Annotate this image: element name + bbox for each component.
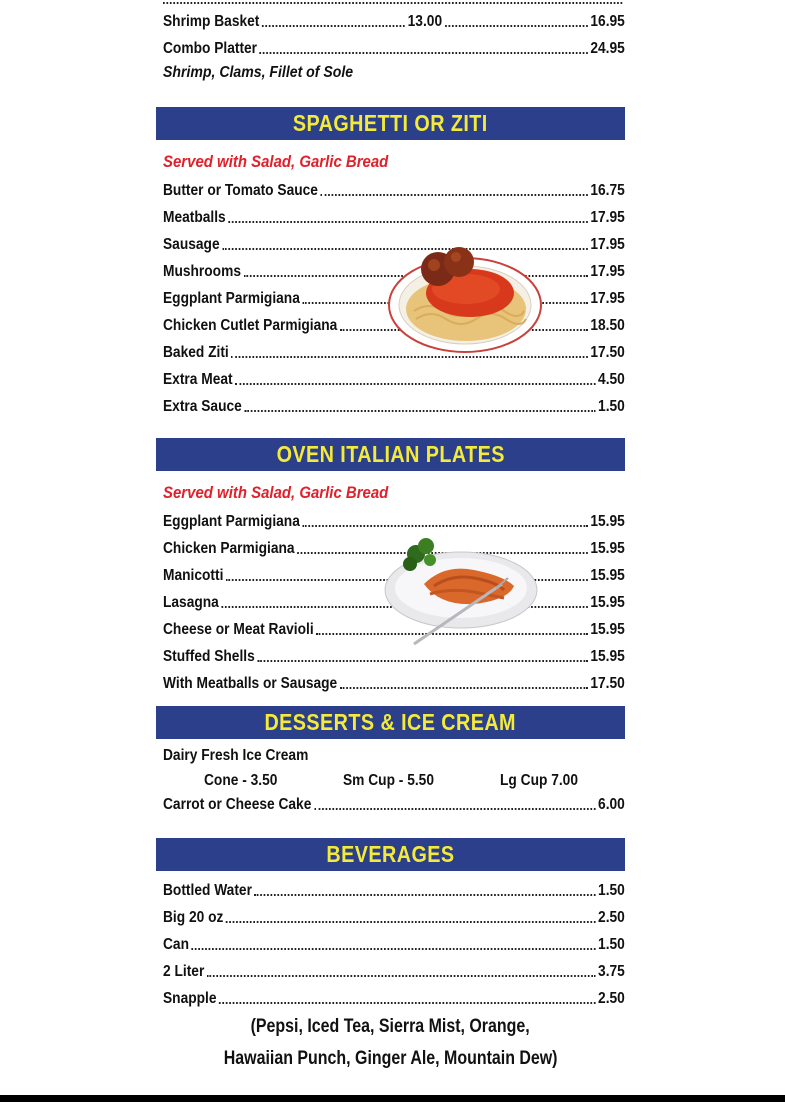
menu-item: Extra Sauce 1.50 [163,398,625,415]
menu-item: Snapple 2.50 [163,990,625,1007]
menu-item: Manicotti 15.95 [163,567,625,584]
menu-item: With Meatballs or Sausage 17.50 [163,675,625,692]
menu-item: Carrot or Cheese Cake 6.00 [163,796,625,813]
oven-note: Served with Salad, Garlic Bread [163,483,389,502]
menu-item: Shrimp Basket 13.00 16.95 [163,13,625,30]
beverages-note-line-2: Hawaiian Punch, Ginger Ale, Mountain Dew) [223,1048,558,1069]
beverages-note-line-1: (Pepsi, Iced Tea, Sierra Mist, Orange, [250,1016,531,1037]
section-banner-desserts: DESSERTS & ICE CREAM [156,706,625,739]
menu-item: Lasagna 15.95 [163,594,625,611]
menu-item: Butter or Tomato Sauce 16.75 [163,182,625,199]
spaghetti-plate-image [386,245,544,355]
ice-cream-sm-cup: Sm Cup - 5.50 [343,772,434,789]
ice-cream-lg-cup: Lg Cup 7.00 [500,772,578,789]
menu-item: 2 Liter 3.75 [163,963,625,980]
ice-cream-cone: Cone - 3.50 [204,772,278,789]
menu-item: Baked Ziti 17.50 [163,344,625,361]
section-banner-beverages: BEVERAGES [156,838,625,871]
menu-item: Can 1.50 [163,936,625,953]
menu-item: Cheese or Meat Ravioli 15.95 [163,621,625,638]
menu-item: Mushrooms 17.95 [163,263,625,280]
seafood-note: Shrimp, Clams, Fillet of Sole [163,64,354,81]
menu-item: Meatballs 17.95 [163,209,625,226]
menu-item: Extra Meat 4.50 [163,371,625,388]
menu-item: Stuffed Shells 15.95 [163,648,625,665]
menu-item: Bottled Water 1.50 [163,882,625,899]
chicken-parmigiana-image [384,532,542,650]
spaghetti-note: Served with Salad, Garlic Bread [163,152,389,171]
menu-item: Combo Platter 24.95 [163,40,625,57]
section-banner-spaghetti: SPAGHETTI OR ZITI [156,107,625,140]
menu-item: Chicken Cutlet Parmigiana 18.50 [163,317,625,334]
menu-item: Big 20 oz 2.50 [163,909,625,926]
section-banner-oven: OVEN ITALIAN PLATES [156,438,625,471]
menu-item: Eggplant Parmigiana 17.95 [163,290,625,307]
menu-item: Sausage 17.95 [163,236,625,253]
bottom-border [0,1095,785,1102]
menu-item: Eggplant Parmigiana 15.95 [163,513,625,530]
menu-item: Chicken Parmigiana 15.95 [163,540,625,557]
ice-cream-heading: Dairy Fresh Ice Cream [163,747,309,764]
